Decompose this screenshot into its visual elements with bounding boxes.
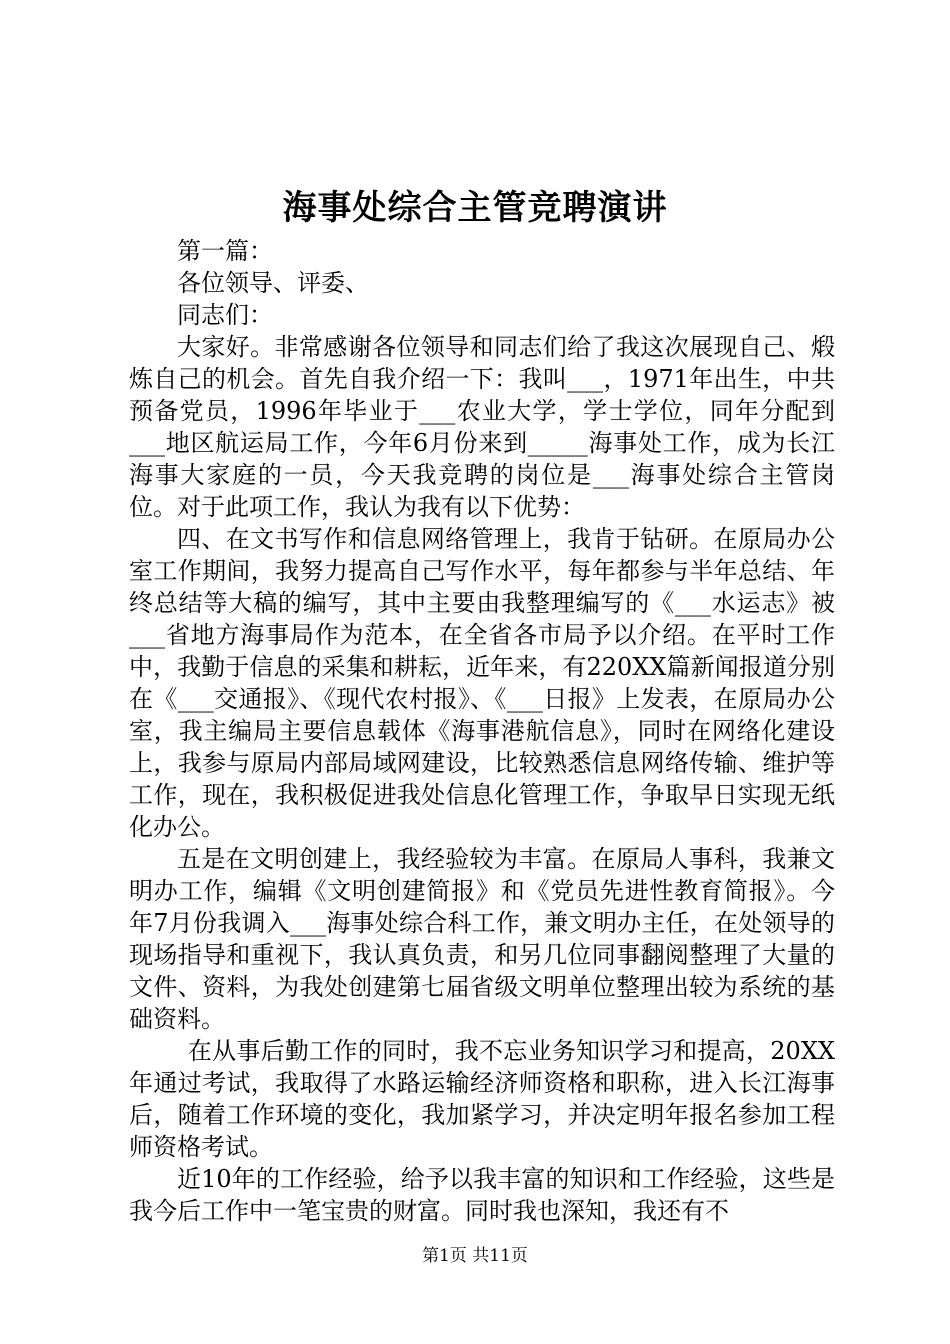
section-heading: 第一篇：	[177, 237, 273, 265]
body-paragraph: 五是在文明创建上，我经验较为丰富。在原局人事科，我兼文明办工作，编辑《文明创建简报》和《党员先进性教育简报》。今年7月份我调入___海事处综合科工作，兼文明办主任，在处领导的现场指导和重视下，我认真负责，和另几位同事翻阅整理了大量的文件、资料，为我处创建第七届省级文明单位整理出较为系统的基础资料。	[129, 845, 835, 1033]
salutation-line: 各位领导、评委、	[177, 269, 369, 297]
document-title: 海事处综合主管竞聘演讲	[282, 188, 668, 228]
body-paragraph: 大家好。非常感谢各位领导和同志们给了我这次展现自己、煅炼自己的机会。首先自我介绍一下：我叫___，1971年出生，中共预备党员，1996年毕业于___农业大学，学士学位，同年分配到___地区航运局工作，今年6月份来到_____海事处工作，成为长江海事大家庭的一员，今天我竞聘的岗位是___海事处综合主管岗位。对于此项工作，我认为我有以下优势：	[129, 333, 835, 521]
body-paragraph: 四、在文书写作和信息网络管理上，我肯于钻研。在原局办公室工作期间，我努力提高自己写作水平，每年都参与半年总结、年终总结等大稿的编写，其中主要由我整理编写的《___水运志》被___省地方海事局作为范本，在全省各市局予以介绍。在平时工作中，我勤于信息的采集和耕耘，近年来，有220XX篇新闻报道分别在《___交通报》、《现代农村报》、《___日报》上发表，在原局办公室，我主编局主要信息载体《海事港航信息》，同时在网络化建设上，我参与原局内部局域网建设，比较熟悉信息网络传输、维护等工作，现在，我积极促进我处信息化管理工作，争取早日实现无纸化办公。	[129, 525, 835, 841]
salutation-line: 同志们：	[177, 301, 273, 329]
body-paragraph: 近10年的工作经验，给予以我丰富的知识和工作经验，这些是我今后工作中一笔宝贵的财富。同时我也深知，我还有不	[129, 1165, 835, 1225]
page-footer: 第1页 共11页	[422, 1246, 528, 1266]
body-paragraph: 在从事后勤工作的同时，我不忘业务知识学习和提高，20XX年通过考试，我取得了水路运输经济师资格和职称，进入长江海事后，随着工作环境的变化，我加紧学习，并决定明年报名参加工程师资格考试。	[129, 1037, 835, 1161]
document-body	[129, 235, 835, 1227]
